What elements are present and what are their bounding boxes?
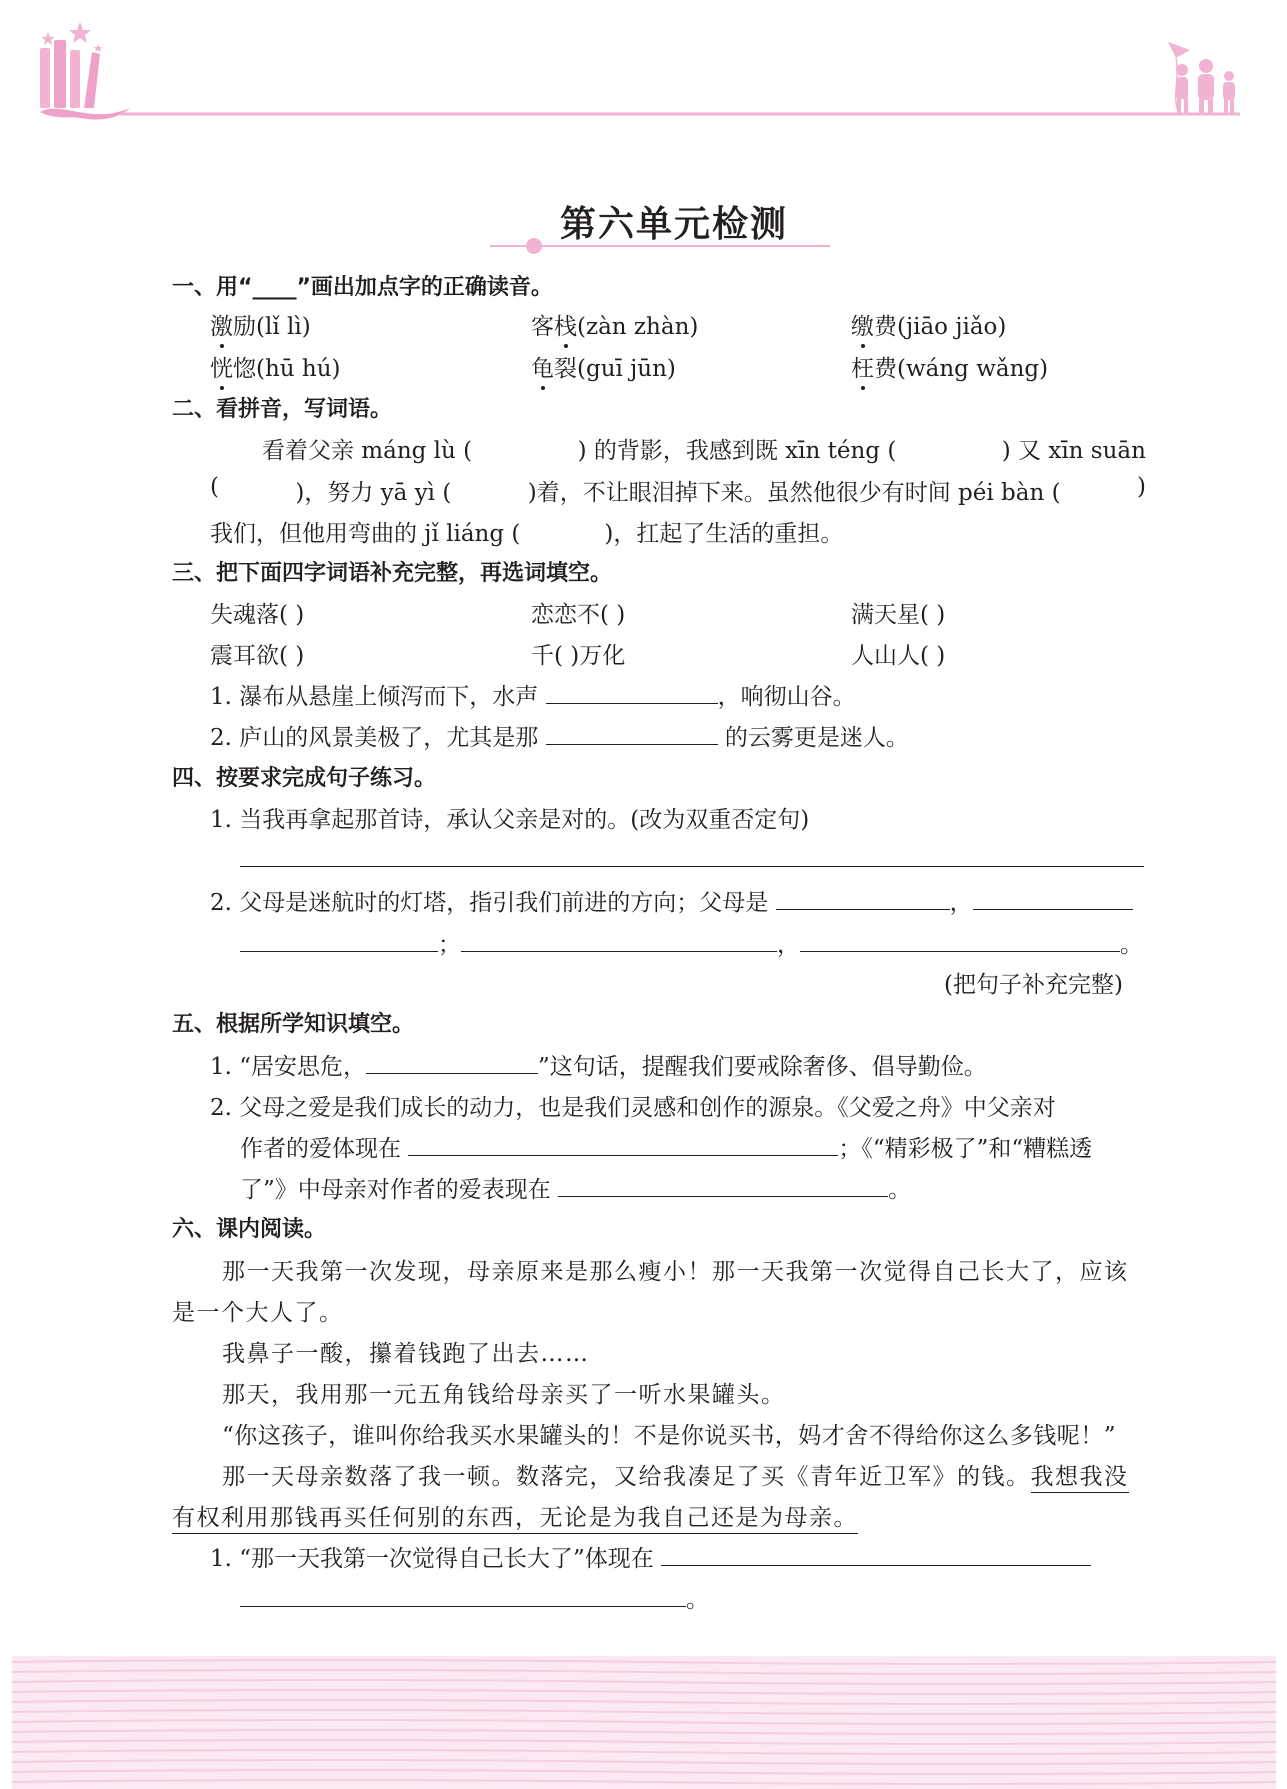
word-item: 恍惚(hū hú) bbox=[210, 356, 341, 382]
header-decoration bbox=[0, 0, 1287, 130]
reading-paragraph: 我鼻子一酸，攥着钱跑了出去…… bbox=[222, 1341, 590, 1367]
section-1-heading: 一、用“____”画出加点字的正确读音。 bbox=[172, 275, 553, 300]
word-item: 客栈(zàn zhàn) bbox=[531, 314, 699, 340]
answer-blank[interactable] bbox=[461, 933, 777, 952]
section-6-heading: 六、课内阅读。 bbox=[172, 1217, 327, 1242]
answer-blank[interactable] bbox=[558, 1178, 888, 1197]
answer-blank[interactable] bbox=[973, 891, 1133, 910]
idiom-item: 千( )万化 bbox=[531, 643, 626, 669]
title-underline bbox=[490, 236, 830, 256]
idiom-item: 震耳欲( ) bbox=[210, 643, 305, 669]
books-star-logo-icon bbox=[40, 22, 130, 120]
word-item: 激励(lǐ lì) bbox=[210, 314, 311, 340]
idiom-item: 恋恋不( ) bbox=[531, 602, 626, 628]
answer-blank[interactable] bbox=[661, 1547, 1091, 1566]
answer-blank[interactable] bbox=[546, 726, 718, 745]
s2-line-3: 我们，但他用弯曲的 jǐ liáng ( )，扛起了生活的重担。 bbox=[210, 521, 844, 547]
idiom-item: 人山人( ) bbox=[851, 643, 946, 669]
s2-line-1: 看着父亲 máng lù ( ) 的背影，我感到既 xīn téng ( ) 又 xīn suān bbox=[262, 438, 1146, 464]
s4-question-1: 1. 当我再拿起那首诗，承认父亲是对的。(改为双重否定句) bbox=[210, 807, 810, 833]
children-kite-icon bbox=[1168, 42, 1235, 115]
answer-blank[interactable] bbox=[800, 933, 1120, 952]
answer-blank[interactable] bbox=[408, 1137, 838, 1156]
s4-question-2-cont: ； ， 。 bbox=[240, 926, 1143, 959]
s5-question-1: 1. “居安思危， ”这句话，提醒我们要戒除奢侈、倡导勤俭。 bbox=[210, 1054, 987, 1080]
s3-question-1: 1. 瀑布从悬崖上倾泻而下，水声 ，响彻山谷。 bbox=[210, 684, 856, 710]
reading-paragraph bbox=[172, 1499, 858, 1532]
word-item: 龟裂(guī jūn) bbox=[531, 356, 676, 382]
section-4-heading: 四、按要求完成句子练习。 bbox=[172, 766, 437, 791]
word-item: 缴费(jiāo jiǎo) bbox=[851, 314, 1007, 340]
answer-blank[interactable] bbox=[776, 891, 950, 910]
s5-question-2-cont: 作者的爱体现在 ；《“精彩极了”和“糟糕透 bbox=[240, 1136, 1093, 1162]
s6-question-1: 1. “那一天我第一次觉得自己长大了”体现在 bbox=[210, 1540, 1091, 1573]
reading-paragraph: 是一个大人了。 bbox=[172, 1300, 344, 1326]
s5-question-2-cont2: 了”》中母亲对作者的爱表现在 。 bbox=[240, 1177, 912, 1203]
answer-blank[interactable] bbox=[366, 1055, 538, 1074]
s2-line-2: ( )，努力 yā yì ( )着，不让眼泪掉下来。虽然他很少有时间 péi bàn ( ) bbox=[210, 474, 1146, 506]
answer-blank[interactable] bbox=[546, 685, 718, 704]
s4-question-2: 2. 父母是迷航时的灯塔，指引我们前进的方向；父母是 ， bbox=[210, 884, 1133, 917]
idiom-item: 满天星( ) bbox=[851, 602, 946, 628]
reading-paragraph: 那天，我用那一元五角钱给母亲买了一听水果罐头。 bbox=[222, 1382, 786, 1408]
reading-paragraph: “你这孩子，谁叫你给我买水果罐头的！不是你说买书，妈才舍不得给你这么多钱呢！” bbox=[222, 1423, 1117, 1449]
s5-question-2: 2. 父母之爱是我们成长的动力，也是我们灵感和创作的源泉。《父爱之舟》中父亲对 bbox=[210, 1095, 1056, 1121]
reading-paragraph: 那一天我第一次发现，母亲原来是那么瘦小！那一天我第一次觉得自己长大了，应该 bbox=[222, 1259, 1129, 1285]
underlined-sentence: 我想我没 bbox=[1031, 1464, 1129, 1493]
idiom-item: 失魂落( ) bbox=[210, 602, 305, 628]
reading-paragraph: 那一天母亲数落了我一顿。数落完，又给我凑足了买《青年近卫军》的钱。我想我没 bbox=[222, 1458, 1129, 1491]
word-item: 枉费(wáng wǎng) bbox=[851, 356, 1049, 382]
section-3-heading: 三、把下面四字词语补充完整，再选词填空。 bbox=[172, 561, 613, 586]
s4-note: (把句子补充完整) bbox=[944, 972, 1123, 998]
section-5-heading: 五、根据所学知识填空。 bbox=[172, 1012, 415, 1037]
section-2-heading: 二、看拼音，写词语。 bbox=[172, 397, 393, 422]
answer-blank[interactable] bbox=[240, 1588, 686, 1607]
footer-stripes bbox=[12, 1656, 1276, 1789]
answer-blank[interactable] bbox=[240, 933, 438, 952]
answer-line[interactable] bbox=[240, 848, 1144, 867]
s3-question-2: 2. 庐山的风景美极了，尤其是那 的云雾更是迷人。 bbox=[210, 725, 909, 751]
s6-question-1-cont: 。 bbox=[240, 1581, 709, 1614]
page-title: 第六单元检测 bbox=[560, 203, 789, 245]
underlined-sentence: 有权利用那钱再买任何别的东西，无论是为我自己还是为母亲。 bbox=[172, 1505, 858, 1534]
